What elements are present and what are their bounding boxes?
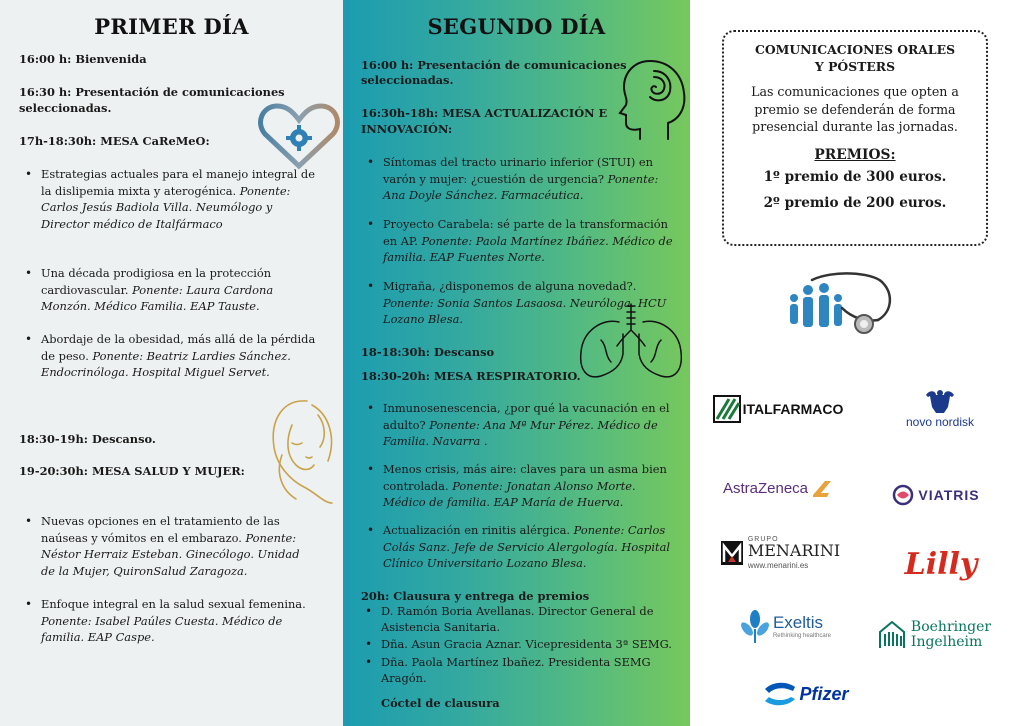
menarini-mark-icon [720, 540, 744, 566]
day1-talk-4 [41, 513, 317, 579]
day2-title: SEGUNDO DÍA [427, 14, 606, 39]
day2-cocktail: Cóctel de clausura [381, 696, 500, 710]
day1-presentation-2: seleccionadas. [19, 101, 112, 115]
day2-talk-6 [383, 522, 679, 572]
day1-mesa1: 17h-18:30h: MESA CaReMeO: [19, 134, 210, 148]
day1-break: 18:30-19h: Descanso. [19, 432, 156, 446]
exeltis-name: Exeltis [772, 613, 824, 633]
talk-speaker: Ponente: Laura Cardona Monzón. Médico Familia. EAP Tauste. [41, 282, 274, 313]
talk-speaker: Ponente: Ana Doyle Sánchez. Farmacéutica. [383, 171, 659, 202]
talk-speaker: Ponente: Sonia Santos Lasaosa. Neuróloga. HCU Lozano Blesa. [383, 295, 667, 326]
day1-column [0, 0, 343, 726]
italfarmaco-mark-icon [713, 395, 741, 423]
day2-break: 18-18:30h: Descanso [361, 345, 495, 359]
talk-speaker: Ponente: Carlos Jesús Badiola Villa. Neumólogo y Director médico de Italfármaco [41, 183, 291, 231]
talk-speaker: Ponente: Jonatan Alonso Morte. Médico de familia. EAP María de Huerva. [383, 478, 636, 509]
pfizer-name: Pfizer [799, 683, 849, 704]
menarini-text [748, 536, 840, 570]
day2-mesa1: 16:30h-18h: MESA ACTUALIZACIÓN E [361, 106, 608, 120]
talk-title: Estrategias actuales para el manejo integral de la dislipemia mixta y aterogénica. [41, 167, 315, 198]
day2-presentation: 16:00 h: Presentación de comunicaciones [361, 58, 627, 72]
prizes-heading-line2: Y PÓSTERS [814, 59, 896, 74]
talk-speaker: Ponente: Beatriz Lardies Sánchez. Endocrinóloga. Hospital Miguel Servet. [41, 348, 291, 379]
day1-welcome: 16:00 h: Bienvenida [19, 52, 147, 66]
menarini-logo [718, 528, 842, 578]
talk-speaker: Ponente: Isabel Paúles Cuesta. Médico de familia. EAP Caspe. [41, 613, 283, 644]
talk-title: Migraña, ¿disponemos de alguna novedad?. [383, 279, 637, 293]
day2-talk-2 [383, 216, 679, 266]
talk-speaker: Ponente: Paola Martínez Ibáñez. Médico de familia. EAP Fuentes Norte. [383, 233, 673, 264]
closing-item-1: • D. Ramón Boria Avellanas. Director General de Asistencia Sanitaria. [381, 603, 681, 635]
prizes-heading-line1: COMUNICACIONES ORALES [754, 42, 956, 57]
prizes-label: PREMIOS: [814, 146, 896, 163]
day1-title: PRIMER DÍA [94, 14, 249, 39]
menarini-name: MENARINI [747, 541, 841, 560]
day2-talk-5 [383, 461, 679, 511]
viatris-name: VIATRIS [918, 487, 980, 503]
pfizer-helix-icon [763, 679, 797, 709]
italfarmaco-logo [712, 386, 844, 432]
second-prize: 2º premio de 200 euros. [763, 194, 947, 211]
apis-bull-icon [922, 387, 958, 415]
family-stethoscope-icon [782, 268, 908, 344]
talk-speaker: Ponente: Néstor Herraiz Esteban. Ginecólogo. Unidad de la Mujer, QuironSalud Zaragoza. [41, 530, 300, 578]
head-spiral-icon [618, 55, 690, 141]
day2-column [343, 0, 690, 726]
closing-item-3: • Dña. Paola Martínez Ibañez. Presidenta SEMG Aragón. [381, 654, 681, 686]
exeltis-flower-icon [741, 609, 769, 645]
astrazeneca-logo [714, 465, 842, 511]
first-prize: 1º premio de 300 euros. [763, 168, 947, 185]
viatris-logo [888, 470, 984, 520]
novo-nordisk-logo [894, 380, 986, 436]
day1-talk-5 [41, 596, 317, 646]
day2-closing: 20h: Clausura y entrega de premios [361, 589, 590, 603]
prizes-box [722, 30, 988, 246]
boehringer-name-1: Boehringer [910, 619, 992, 636]
boehringer-logo [870, 612, 998, 658]
exeltis-logo [730, 595, 842, 659]
talk-title: Nuevas opciones en el tratamiento de las naúseas y vómitos en el embarazo. [41, 514, 280, 545]
day1-talk-1 [41, 166, 317, 232]
talk-speaker: Ponente: Carlos Colás Sanz. Jefe de Servicio Alergología. Hospital Clínico Universitario Lozano Blesa. [383, 523, 671, 570]
day2-talk-1 [383, 154, 679, 204]
talk-title: Menos crisis, más aire: claves para un asma bien controlada. [383, 462, 667, 493]
day1-talk-2 [41, 265, 317, 315]
menarini-url: www.menarini.es [747, 561, 809, 570]
astrazeneca-name: AstraZeneca [722, 479, 809, 497]
day2-presentation-2: seleccionadas. [361, 73, 454, 87]
talk-title: Síntomas del tracto urinario inferior (STUI) en varón y mujer: ¿cuestión de urgencia? [383, 155, 653, 186]
woman-face-icon [252, 395, 342, 505]
day2-mesa2: 18:30-20h: MESA RESPIRATORIO. [361, 369, 581, 383]
talk-title: Proyecto Carabela: sé parte de la transformación en AP. [383, 217, 668, 248]
prizes-heading [724, 41, 986, 75]
lilly-logo [896, 538, 986, 590]
talk-title: Actualización en rinitis alérgica. [383, 523, 571, 537]
pfizer-logo [756, 672, 856, 716]
lilly-name: Lilly [904, 546, 978, 582]
day2-mesa1-2: INNOVACIÓN: [361, 122, 453, 136]
day1-mesa2: 19-20:30h: MESA SALUD Y MUJER: [19, 464, 245, 478]
closing-item-2: • Dña. Asun Gracia Aznar. Vicepresidenta 3ª SEMG. [381, 636, 681, 652]
day1-talk-3 [41, 331, 317, 381]
exeltis-tagline: Rethinking healthcare [772, 633, 832, 640]
sponsors-column [690, 0, 1024, 726]
viatris-globe-icon [892, 484, 914, 506]
day1-presentation: 16:30 h: Presentación de comunicaciones [19, 85, 285, 99]
italfarmaco-name: ITALFARMACO [742, 401, 844, 417]
boehringer-text [911, 620, 991, 649]
talk-title: Enfoque integral en la salud sexual femenina. [41, 597, 306, 611]
day2-talk-4 [383, 400, 679, 450]
astrazeneca-symbol-icon [811, 477, 833, 499]
talk-title: Una década prodigiosa en la protección cardiovascular. [41, 266, 272, 297]
novo-nordisk-name: novo nordisk [905, 415, 975, 429]
prizes-description: Las comunicaciones que opten a premio se defenderán de forma presencial durante las jornadas. [751, 84, 959, 134]
talk-speaker: Ponente: Ana Mª Mur Pérez. Médico de Familia. Navarra . [383, 417, 658, 448]
lungs-icon [575, 300, 687, 382]
menarini-group: GRUPO [747, 536, 779, 543]
heart-gear-icon [257, 100, 341, 172]
exeltis-text [773, 614, 831, 639]
boehringer-building-icon [877, 620, 907, 650]
talk-title: Inmunosenescencia, ¿por qué la vacunación en el adulto? [383, 401, 670, 432]
talk-title: Abordaje de la obesidad, más allá de la pérdida de peso. [41, 332, 316, 363]
boehringer-name-2: Ingelheim [910, 634, 983, 650]
